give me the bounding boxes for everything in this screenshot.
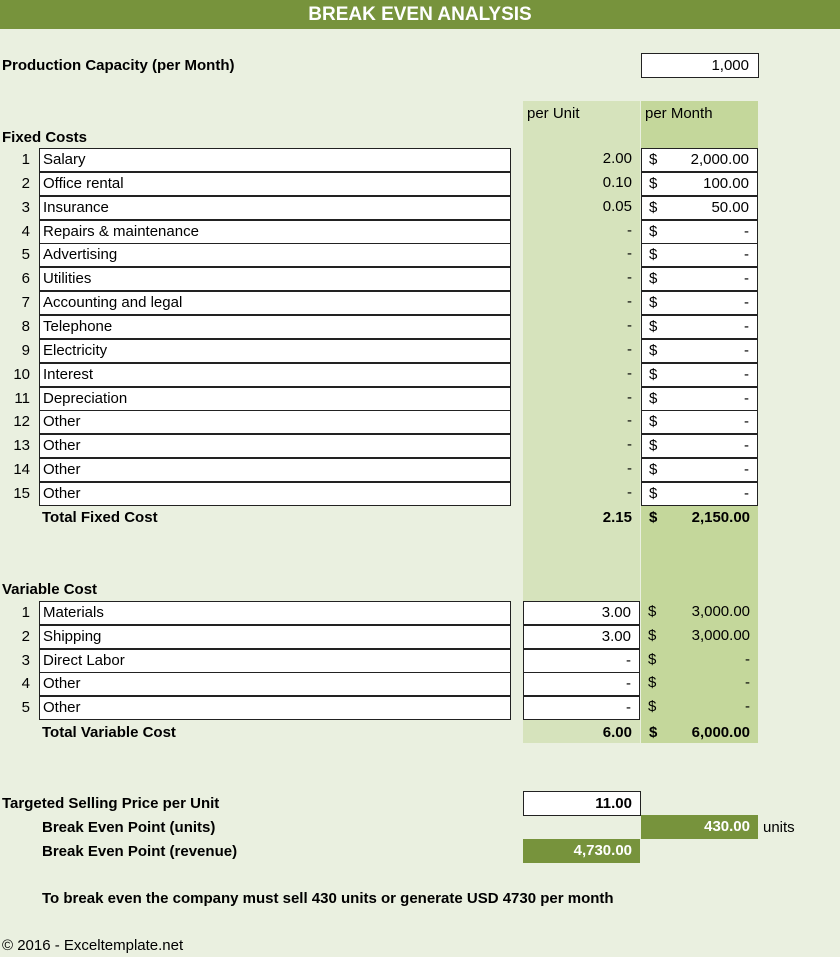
per-month-value: -	[744, 246, 749, 264]
row-number: 3	[21, 198, 30, 216]
total-variable-month: 6,000.00	[691, 724, 750, 741]
per-month-cell	[641, 363, 758, 387]
currency-symbol: $	[649, 484, 658, 502]
per-unit-value: -	[627, 269, 632, 287]
per-month-value: 100.00	[703, 174, 749, 192]
per-month-value: -	[745, 698, 750, 716]
row-number: 13	[13, 437, 30, 455]
per-month-value: -	[745, 674, 750, 692]
per-month-cell	[641, 339, 758, 363]
cost-item-label[interactable]: Shipping	[39, 625, 511, 649]
cost-item-label[interactable]: Repairs & maintenance	[39, 220, 511, 244]
per-month-cell	[641, 387, 758, 411]
capacity-input[interactable]: 1,000	[641, 53, 759, 78]
per-unit-value: -	[627, 316, 632, 334]
cost-item-label[interactable]: Other	[39, 458, 511, 482]
per-month-cell	[641, 291, 758, 315]
per-unit-value: -	[627, 483, 632, 501]
currency-symbol: $	[649, 317, 658, 335]
currency-symbol: $	[649, 151, 658, 168]
total-fixed-dollar: $	[649, 509, 658, 526]
per-month-value: -	[744, 413, 749, 431]
per-unit-value[interactable]: -	[523, 649, 640, 673]
per-month-cell	[641, 649, 758, 673]
summary-text: To break even the company must sell 430 units or generate USD 4730 per month	[42, 890, 614, 907]
per-month-value: -	[744, 222, 749, 240]
per-month-cell	[641, 601, 758, 625]
row-number: 1	[21, 151, 30, 168]
total-variable-dollar: $	[649, 724, 658, 741]
cost-item-label[interactable]: Interest	[39, 363, 511, 387]
per-unit-value: -	[627, 340, 632, 358]
total-fixed-label: Total Fixed Cost	[42, 509, 158, 526]
row-number: 12	[13, 413, 30, 431]
currency-symbol: $	[648, 650, 657, 668]
row-number: 7	[21, 294, 30, 312]
per-unit-value: 0.10	[602, 173, 632, 191]
cost-item-label[interactable]: Depreciation	[39, 387, 511, 411]
per-month-value: -	[744, 317, 749, 335]
currency-symbol: $	[649, 222, 658, 240]
per-unit-value: 2.00	[602, 150, 632, 167]
bep-revenue-label: Break Even Point (revenue)	[42, 843, 238, 860]
per-month-value: 50.00	[711, 198, 749, 216]
per-month-value: -	[744, 365, 749, 383]
per-month-value: -	[744, 437, 749, 455]
currency-symbol: $	[649, 365, 658, 383]
cost-item-label[interactable]: Materials	[39, 601, 511, 625]
per-unit-value[interactable]: -	[523, 696, 640, 720]
row-number: 5	[21, 246, 30, 264]
currency-symbol: $	[649, 198, 658, 216]
currency-symbol: $	[649, 461, 658, 479]
currency-symbol: $	[648, 626, 657, 644]
row-number: 11	[14, 389, 30, 407]
per-month-cell	[641, 148, 758, 172]
per-month-cell	[641, 458, 758, 482]
per-month-header: per Month	[645, 105, 713, 122]
cost-item-label[interactable]: Insurance	[39, 196, 511, 220]
currency-symbol: $	[649, 294, 658, 312]
selling-price-input[interactable]: 11.00	[523, 791, 641, 816]
cost-item-label[interactable]: Utilities	[39, 267, 511, 291]
capacity-label: Production Capacity (per Month)	[2, 57, 235, 74]
per-unit-value[interactable]: 3.00	[523, 625, 640, 649]
per-unit-value: -	[627, 436, 632, 454]
per-month-cell	[641, 220, 758, 244]
per-unit-value: -	[627, 293, 632, 311]
row-number: 3	[21, 651, 30, 669]
row-number: 4	[21, 222, 30, 240]
per-unit-value: -	[627, 221, 632, 239]
per-unit-value: -	[627, 364, 632, 382]
row-number: 6	[21, 270, 30, 288]
variable-cost-heading: Variable Cost	[2, 581, 98, 598]
currency-symbol: $	[649, 413, 658, 431]
currency-symbol: $	[648, 603, 657, 620]
page-title: BREAK EVEN ANALYSIS	[0, 0, 840, 29]
per-month-cell	[641, 315, 758, 339]
per-unit-header: per Unit	[527, 105, 580, 122]
row-number: 1	[21, 604, 30, 621]
per-month-cell	[641, 267, 758, 291]
row-number: 2	[21, 627, 30, 645]
currency-symbol: $	[648, 698, 657, 716]
bep-revenue-value: 4,730.00	[523, 839, 640, 863]
footer-copyright: © 2016 - Exceltemplate.net	[2, 937, 184, 954]
cost-item-label[interactable]: Other	[39, 410, 511, 434]
cost-item-label[interactable]: Direct Labor	[39, 649, 511, 673]
bep-units-value: 430.00	[641, 815, 758, 839]
per-month-cell	[641, 172, 758, 196]
row-number: 9	[21, 341, 30, 359]
currency-symbol: $	[649, 341, 658, 359]
currency-symbol: $	[649, 389, 658, 407]
per-month-value: -	[745, 650, 750, 668]
per-month-cell	[641, 625, 758, 649]
row-number: 4	[21, 675, 30, 693]
per-unit-value: -	[627, 388, 632, 406]
total-fixed-month: 2,150.00	[691, 509, 750, 526]
currency-symbol: $	[649, 246, 658, 264]
per-month-value: -	[744, 270, 749, 288]
cost-item-label[interactable]: Advertising	[39, 243, 511, 267]
per-month-value: 3,000.00	[691, 603, 750, 620]
per-month-value: -	[744, 484, 749, 502]
selling-price-label: Targeted Selling Price per Unit	[2, 795, 220, 812]
per-month-cell	[641, 434, 758, 458]
total-variable-unit: 6.00	[602, 724, 632, 741]
per-month-cell	[641, 196, 758, 220]
per-month-value: 2,000.00	[690, 151, 749, 168]
row-number: 10	[13, 365, 30, 383]
row-number: 15	[13, 484, 30, 502]
per-month-value: -	[744, 461, 749, 479]
per-month-cell	[641, 482, 758, 506]
fixed-costs-heading: Fixed Costs	[2, 129, 88, 146]
total-variable-label: Total Variable Cost	[42, 724, 176, 741]
cost-item-label[interactable]: Other	[39, 672, 511, 696]
row-number: 2	[21, 174, 30, 192]
cost-item-label[interactable]: Accounting and legal	[39, 291, 511, 315]
per-month-cell	[641, 243, 758, 267]
cost-item-label[interactable]: Electricity	[39, 339, 511, 363]
row-number: 5	[21, 699, 30, 717]
row-number: 14	[13, 461, 30, 479]
per-unit-value[interactable]: 3.00	[523, 601, 640, 625]
cost-item-label[interactable]: Salary	[39, 148, 511, 172]
per-month-cell	[641, 696, 758, 720]
per-month-value: 3,000.00	[691, 626, 750, 644]
cost-item-label[interactable]: Office rental	[39, 172, 511, 196]
per-unit-value[interactable]: -	[523, 672, 640, 696]
per-month-value: -	[744, 389, 749, 407]
cost-item-label[interactable]: Other	[39, 482, 511, 506]
per-unit-value: 0.05	[602, 197, 632, 215]
per-month-cell	[641, 672, 758, 696]
currency-symbol: $	[649, 270, 658, 288]
row-number: 8	[21, 317, 30, 335]
bep-units-suffix: units	[763, 819, 795, 836]
cost-item-label[interactable]: Telephone	[39, 315, 511, 339]
currency-symbol: $	[649, 437, 658, 455]
per-month-cell	[641, 410, 758, 434]
total-fixed-unit: 2.15	[602, 509, 632, 526]
cost-item-label[interactable]: Other	[39, 434, 511, 458]
per-unit-value: -	[627, 245, 632, 263]
currency-symbol: $	[648, 674, 657, 692]
cost-item-label[interactable]: Other	[39, 696, 511, 720]
per-month-value: -	[744, 294, 749, 312]
per-unit-value: -	[627, 412, 632, 430]
per-month-value: -	[744, 341, 749, 359]
per-unit-value: -	[627, 460, 632, 478]
bep-units-label: Break Even Point (units)	[42, 819, 216, 836]
currency-symbol: $	[649, 174, 658, 192]
